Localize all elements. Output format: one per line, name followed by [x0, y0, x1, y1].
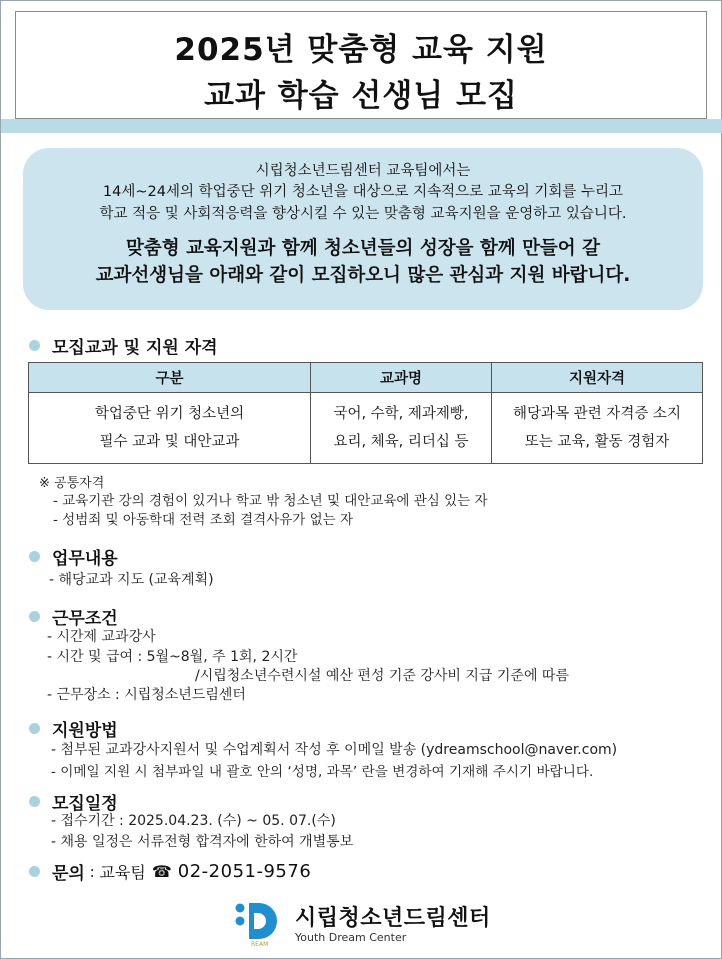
- bullet-dot-icon: [29, 723, 40, 734]
- title-box: [15, 11, 707, 119]
- phone-icon: ☎: [151, 862, 172, 881]
- contact-separator: :: [84, 862, 100, 881]
- table-header-cell: 교과명: [311, 363, 492, 393]
- intro-line-5: 교과선생님을 아래와 같이 모집하오니 많은 관심과 지원 바랍니다.: [95, 265, 631, 286]
- common-qualification-title: ※ 공통자격: [39, 476, 105, 491]
- section-apply-heading: [29, 716, 118, 741]
- common-qualification-item: - 성범죄 및 아동학대 전력 조회 결격사유가 없는 자: [53, 512, 354, 528]
- table-header-row: [29, 363, 703, 393]
- bullet-dot-icon: [29, 340, 40, 351]
- section-apply-title: 지원방법: [52, 721, 118, 741]
- logo-mark-text: REAM: [251, 941, 269, 947]
- title-line-2: 교과 학습 선생님 모집: [204, 78, 518, 114]
- section-schedule-title: 모집일정: [52, 794, 118, 814]
- apply-item: - 이메일 지원 시 첨부파일 내 괄호 안의 ‘성명, 과목’ 란을 변경하여 기재해 주시기 바랍니다.: [51, 764, 594, 780]
- conditions-item-continued: /시립청소년수련시설 예산 편성 기준 강사비 지급 기준에 따름: [195, 668, 569, 684]
- intro-line-3: 학교 적응 및 사회적응력을 향상시킬 수 있는 맞춤형 교육지원을 운영하고 있습니다.: [99, 206, 627, 222]
- contact-line: [29, 859, 311, 884]
- cell-line: 요리, 체육, 리더십 등: [333, 434, 469, 450]
- section-duties-heading: [29, 544, 118, 569]
- table-header-cell: 지원자격: [492, 363, 703, 393]
- section-duties-title: 업무내용: [52, 549, 118, 569]
- common-qualification-item: - 교육기관 강의 경험이 있거나 학교 밖 청소년 및 대안교육에 관심 있는 자: [53, 493, 488, 509]
- intro-line-2: 14세~24세의 학업중단 위기 청소년을 대상으로 지속적으로 교육의 기회를 누리고: [102, 184, 624, 200]
- center-logo: [233, 899, 493, 949]
- cell-line: 해당과목 관련 자격증 소지: [513, 406, 681, 422]
- contact-team: 교육팀: [99, 863, 146, 882]
- recruit-table: [28, 362, 703, 464]
- logo-name: 시립청소년드림센터: [295, 906, 491, 931]
- logo-subtitle: Youth Dream Center: [295, 931, 407, 944]
- section-recruit-title: 모집교과 및 지원 자격: [52, 338, 218, 358]
- contact-phone[interactable]: 02-2051-9576: [177, 861, 312, 882]
- bullet-dot-icon: [29, 611, 40, 622]
- conditions-item: - 시간 및 급여 : 5월~8월, 주 1회, 2시간: [47, 649, 298, 665]
- conditions-item: - 근무장소 : 시립청소년드림센터: [47, 687, 246, 703]
- bullet-dot-icon: [29, 866, 40, 877]
- conditions-item: - 시간제 교과강사: [47, 629, 156, 645]
- cell-line: 학업중단 위기 청소년의: [94, 406, 245, 422]
- cell-line: 또는 교육, 활동 경험자: [524, 434, 670, 450]
- schedule-item: - 접수기간 : 2025.04.23. (수) ~ 05. 07.(수): [51, 813, 336, 829]
- table-row: [29, 393, 703, 464]
- table-cell-category: [29, 393, 311, 464]
- table-cell-subject: [311, 393, 492, 464]
- bullet-dot-icon: [29, 551, 40, 562]
- intro-line-4: 맞춤형 교육지원과 함께 청소년들의 성장을 함께 만들어 갈: [126, 238, 600, 259]
- accent-band: [1, 119, 722, 133]
- schedule-item: - 채용 일정은 서류전형 합격자에 한하여 개별통보: [51, 834, 354, 850]
- apply-item: - 첨부된 교과강사지원서 및 수업계획서 작성 후 이메일 발송 (ydreamschool@naver.com): [51, 742, 618, 758]
- intro-line-1: 시립청소년드림센터 교육팀에서는: [255, 163, 471, 179]
- table-header-cell: 구분: [29, 363, 311, 393]
- intro-box: [23, 148, 703, 310]
- cell-line: 국어, 수학, 제과제빵,: [333, 406, 469, 422]
- bullet-dot-icon: [29, 796, 40, 807]
- duties-item: - 해당교과 지도 (교육계획): [49, 572, 214, 588]
- dream-center-logo-icon: [233, 899, 291, 947]
- title-line-1: 2025년 맞춤형 교육 지원: [174, 32, 548, 68]
- contact-label: 문의: [52, 864, 85, 884]
- table-cell-qualification: [492, 393, 703, 464]
- section-conditions-title: 근무조건: [52, 609, 118, 629]
- section-recruit-heading: [29, 333, 218, 358]
- cell-line: 필수 교과 및 대안교과: [99, 434, 240, 450]
